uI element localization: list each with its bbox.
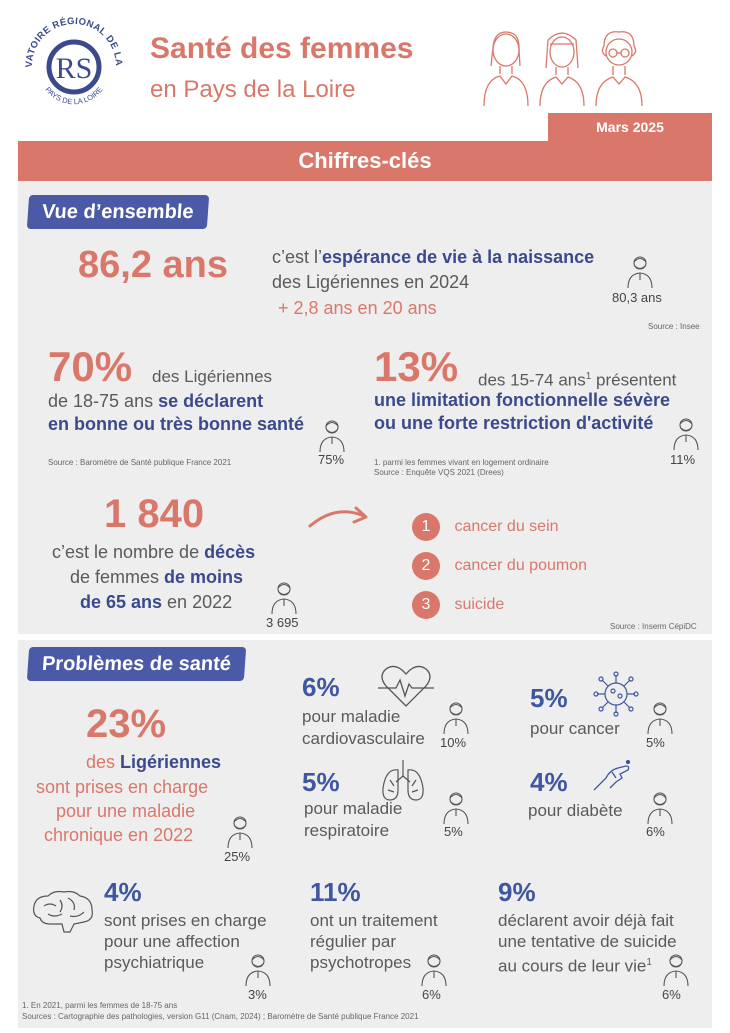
suicide-attempt-men: 6% [662,987,681,1002]
respiratory-line2: respiratoire [304,821,390,840]
man-icon [318,418,346,452]
diabetes-line1: pour diabète [528,801,623,820]
psychiatric-value: 4% [104,877,142,907]
rank-badge: 1 [412,513,440,541]
overview-section-title: Vue d’ensemble [27,195,209,229]
man-icon [662,952,690,986]
date-badge: Mars 2025 [548,113,712,141]
deaths-line2: de femmes de moins [70,567,244,587]
page-subtitle: en Pays de la Loire [150,76,356,103]
ors-logo [18,10,130,122]
deaths-source: Source : Inserm CépiDC [610,622,697,631]
limitation-value: 13% [374,343,459,390]
health-problems-section-title: Problèmes de santé [27,647,246,681]
life-expectancy-line1: c’est l’espérance de vie à la naissance [272,247,595,267]
good-health-source: Source : Baromètre de Santé publique France 2021 [48,458,232,467]
man-icon [442,790,470,824]
man-icon [420,952,448,986]
man-icon [270,580,298,614]
man-icon [442,700,470,734]
man-icon [646,790,674,824]
finger-prick-icon [592,760,632,794]
life-expectancy-men: 80,3 ans [612,290,662,305]
death-cause-1 [412,513,559,541]
respiratory-men: 5% [444,824,463,839]
chronic-line2: sont prises en charge [36,777,209,797]
psychotropes-value: 11% [310,877,361,907]
deaths-line3: de 65 ans en 2022 [80,592,233,612]
life-expectancy-source: Source : Insee [648,322,700,331]
psychiatric-line2: pour une affection [104,932,240,951]
deaths-value: 1 840 [104,492,205,536]
death-cause-2 [412,552,587,580]
life-expectancy-line2: des Ligériennes en 2024 [272,272,470,292]
cancer-men: 5% [646,735,665,750]
limitation-line1: des 15-74 ans$^1$ présentent [478,370,677,390]
suicide-attempt-line2: une tentative de suicide [498,932,677,951]
page-title: Santé des femmes [150,32,414,65]
heart-pulse-icon [378,664,434,710]
cardio-men: 10% [440,735,467,750]
three-women-icon [476,22,648,106]
respiratory-line1: pour maladie [304,799,403,818]
cause-label: cancer du sein [454,518,559,535]
limitation-source: Source : Enquête VQS 2021 (Drees) [374,468,504,477]
deaths-line1: c’est le nombre de décès [52,542,256,562]
suicide-attempt-value: 9% [498,877,536,907]
limitation-men: 11% [670,452,696,467]
chronic-value: 23% [86,702,167,746]
good-health-line2: de 18-75 ans se déclarent [48,391,264,411]
man-icon [646,700,674,734]
chronic-men: 25% [224,849,251,864]
virus-icon [592,670,640,718]
limitation-line3: ou une forte restriction d'activité [374,413,654,433]
respiratory-value: 5% [302,767,340,797]
chronic-line3: pour une maladie [56,801,196,821]
rank-badge: 3 [412,591,440,619]
chronic-line1: des Ligériennes [86,752,222,772]
man-icon [672,416,700,450]
life-expectancy-value: 86,2 ans [78,244,228,286]
good-health-line1: des Ligériennes [152,367,273,386]
cancer-value: 5% [530,683,568,713]
man-icon [226,814,254,848]
psychiatric-line3: psychiatrique [104,953,205,972]
psychiatric-men: 3% [248,987,267,1002]
curved-arrow-icon [306,500,372,534]
man-icon [244,952,272,986]
cardio-value: 6% [302,672,340,702]
svg-text:RS: RS [55,52,93,85]
limitation-line2: une limitation fonctionnelle sévère [374,390,671,410]
deaths-men: 3 695 [266,615,299,630]
suicide-attempt-line1: déclarent avoir déjà fait [498,911,674,930]
limitation-note: 1. parmi les femmes vivant en logement ordinaire [374,458,549,467]
suicide-attempt-line3: au cours de leur vie$^1$ [498,956,652,976]
good-health-value: 70% [48,343,133,390]
cause-label: suicide [454,596,505,613]
life-expectancy-delta: + 2,8 ans en 20 ans [278,298,437,318]
cardio-line2: cardiovasculaire [302,729,425,748]
psychotropes-men: 6% [422,987,441,1002]
svg-text:PAYS DE LA LOIRE: PAYS DE LA LOIRE [43,85,105,107]
chronic-line4: chronique en 2022 [44,825,194,845]
death-cause-3 [412,591,504,619]
problems-source: Sources : Cartographie des pathologies, version G11 (Cnam, 2024) ; Baromètre de Santé publique France 2021 [22,1012,419,1021]
psychiatric-line1: sont prises en charge [104,911,267,930]
psychotropes-line1: ont un traitement [310,911,438,930]
psychotropes-line3: psychotropes [310,953,412,972]
good-health-men: 75% [318,452,345,467]
psychotropes-line2: régulier par [310,932,396,951]
diabetes-men: 6% [646,824,665,839]
svg-text:OBSERVATOIRE RÉGIONAL DE LA SA: VATOIRE RÉGIONAL DE LA [23,15,125,68]
diabetes-value: 4% [530,767,568,797]
man-icon [626,254,654,288]
cardio-line1: pour maladie [302,707,401,726]
key-figures-banner: Chiffres-clés [18,141,712,181]
cancer-line1: pour cancer [530,719,620,738]
cause-label: cancer du poumon [454,557,587,574]
brain-icon [30,888,96,934]
good-health-line3: en bonne ou très bonne santé [48,414,305,434]
problems-note: 1. En 2021, parmi les femmes de 18-75 ans [22,1001,178,1010]
rank-badge: 2 [412,552,440,580]
